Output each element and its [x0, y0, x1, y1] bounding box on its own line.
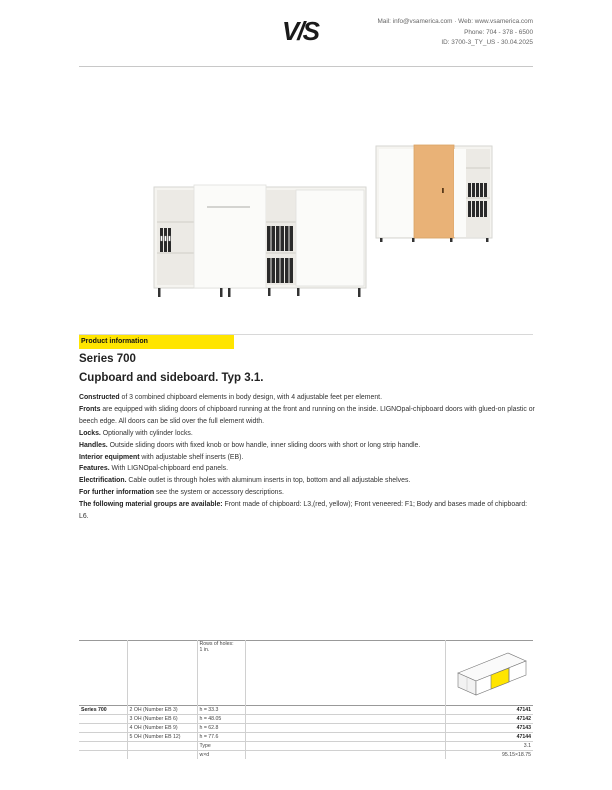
contact-mail: Mail: info@vsamerica.com · Web: www.vsamerica.com — [377, 18, 533, 25]
description-paragraph — [79, 452, 535, 464]
cupboard-illustration — [376, 145, 492, 242]
article-code: 47143 — [445, 724, 533, 733]
oh-cell: 4 OH (Number EB 9) — [127, 724, 197, 733]
sideboard-illustration — [154, 185, 366, 297]
oh-cell: 3 OH (Number EB 6) — [127, 715, 197, 724]
type-value: 3.1 — [445, 742, 533, 751]
description-text: Optionally with cylinder locks. — [100, 429, 193, 437]
cupboard-diagram — [452, 643, 532, 697]
description-label: The following material groups are available: — [79, 501, 223, 509]
article-code: 47142 — [445, 715, 533, 724]
table-row — [79, 724, 533, 733]
series-title: Series 700 — [79, 353, 136, 365]
description-label: Features. — [79, 465, 110, 473]
article-code: 47141 — [445, 706, 533, 715]
series-label: Series 700 — [79, 706, 127, 715]
contact-phone: Phone: 704 - 378 - 6500 — [464, 28, 533, 36]
table-row — [79, 706, 533, 715]
description-text: are equipped with sliding doors of chipboard running at the front and running on the inside. LIGNOpal-chipboard doors with glued-on plastic or beech edge. All doors can be slid over the full element width. — [79, 405, 535, 425]
description-paragraph — [79, 428, 535, 440]
product-information-badge: Product information — [79, 335, 234, 349]
description-paragraph — [79, 440, 535, 452]
height-cell: h = 48.05 — [197, 715, 245, 724]
brand-logo — [282, 18, 332, 44]
description-paragraph — [79, 499, 535, 523]
description-label: Locks. — [79, 429, 101, 437]
description-label: Electrification. — [79, 477, 127, 485]
type-label: Type — [197, 742, 245, 751]
logo-text: V/S — [282, 18, 318, 44]
holes-unit: 1 in. — [199, 647, 210, 653]
dimension-label: w×d — [197, 751, 245, 760]
description-paragraph — [79, 392, 535, 404]
description-text: Front made of chipboard: L3,(red, yellow); Front veneered: F1; Body and bases made of chipboard: L6. — [79, 501, 528, 521]
description-text: With LIGNOpal-chipboard end panels. — [109, 465, 228, 473]
table-row — [79, 742, 533, 751]
document-id: ID: 3700-3_TY_US - 30.04.2025 — [441, 39, 533, 46]
product-description — [79, 392, 535, 523]
oh-cell: 5 OH (Number EB 12) — [127, 733, 197, 742]
height-cell: h = 77.6 — [197, 733, 245, 742]
height-cell: h = 62.8 — [197, 724, 245, 733]
table-row — [79, 733, 533, 742]
product-subtitle: Cupboard and sideboard. Typ 3.1. — [79, 372, 264, 384]
description-text: of 3 combined chipboard elements in body design, with 4 adjustable feet per element. — [119, 394, 382, 401]
oh-cell: 2 OH (Number EB 3) — [127, 706, 197, 715]
holes-header: Rows of holes: — [199, 641, 234, 647]
description-paragraph — [79, 463, 535, 475]
height-cell: h = 33.3 — [197, 706, 245, 715]
description-text: Outside sliding doors with fixed knob or bow handle, inner sliding doors with short or long strip handle. — [107, 441, 421, 449]
header-divider — [79, 66, 533, 67]
table-row — [79, 715, 533, 724]
dimension-value: 95.15×18.75 — [445, 751, 533, 760]
article-table — [79, 640, 533, 759]
description-label: Fronts — [79, 405, 101, 413]
article-code: 47144 — [445, 733, 533, 742]
description-text: with adjustable shelf inserts (EB). — [139, 453, 244, 461]
description-text: Cable outlet is through holes with aluminum inserts in top, bottom and all adjustable shelves. — [126, 477, 411, 485]
description-label: Interior equipment — [79, 453, 140, 461]
description-paragraph — [79, 404, 535, 428]
contact-block — [377, 17, 533, 49]
description-label: Constructed — [79, 394, 120, 401]
description-text: see the system or accessory descriptions. — [154, 489, 284, 497]
table-header-row — [79, 641, 533, 706]
table-row — [79, 751, 533, 760]
description-paragraph — [79, 475, 535, 487]
description-label: Handles. — [79, 441, 108, 449]
description-paragraph — [79, 487, 535, 499]
description-label: For further information — [79, 489, 155, 497]
product-photo — [150, 140, 500, 300]
